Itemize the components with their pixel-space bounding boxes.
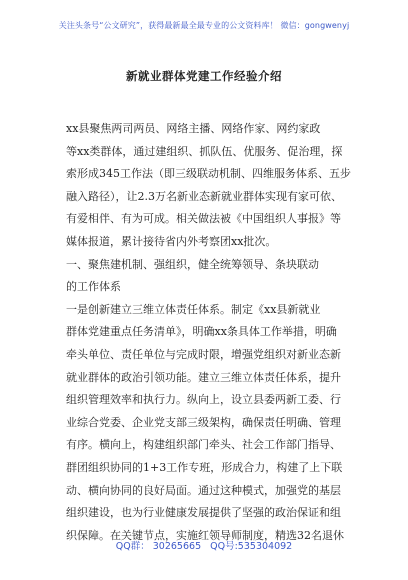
body-line: 组织管理效率和执行力。纵向上，设立县委两新工委、行 [66,393,341,407]
section-heading: 一、聚焦建机制、强组织，健全统筹领导、条块联动 [66,257,319,271]
body-line: 群体党建重点任务清单》，明确xx条具体工作举措，明确 [66,325,337,339]
body-line: 群团组织协同的1+3工作专班，形成合力，构建了上下联 [66,460,343,474]
body-line: 动、横向协同的良好局面。通过这种模式，加强党的基层 [66,483,341,497]
header-banner: 关注头条号“公文研究”，获得最新最全最专业的公文资料库！ 微信：gongwenyj [58,21,350,30]
body-line: 就业群体的政治引领功能。建立三维立体责任体系，提升 [66,370,341,384]
body-line: 一是创新建立三维立体责任体系。制定《xx县新就业 [66,302,321,316]
body-line: 有爱相伴、有为可成。相关做法被《中国组织人事报》等 [66,212,341,226]
document-title: 新就业群体党建工作经验介绍 [126,69,282,83]
document-body [66,118,360,547]
body-line: 索形成345工作法（即三级联动机制、四维服务体系、五步 [66,167,351,181]
body-line: xx县聚焦两司两员、网络主播、网络作家、网约家政 [66,122,321,135]
footer-qq-number: QQ号:535304092 [210,541,293,552]
footer-qq-group: QQ群： 30265665 [115,541,202,552]
body-line: 媒体报道，累计接待省内外考察团xx批次。 [66,234,277,248]
footer [0,538,408,552]
body-line: 融入路径），让2.3万名新业态新就业群体实现有家可依、 [66,189,342,203]
section-heading: 的工作体系 [66,280,121,294]
body-line: 牵头单位、责任单位与完成时限，增强党组织对新业态新 [66,347,341,361]
body-line: 织保障。在关键节点，实施红领导师制度，精选32名退休 [66,528,344,542]
body-line: 组织建设，也为行业健康发展提供了坚强的政治保证和组 [66,506,341,520]
body-line: 等xx类群体，通过建组织、抓队伍、优服务、促治理，探 [66,144,343,158]
body-line: 有序。横向上，构建组织部门牵头、社会工作部门指导、 [66,438,341,452]
body-line: 业综合党委、企业党支部三级架构，确保责任明确、管理 [66,415,341,429]
